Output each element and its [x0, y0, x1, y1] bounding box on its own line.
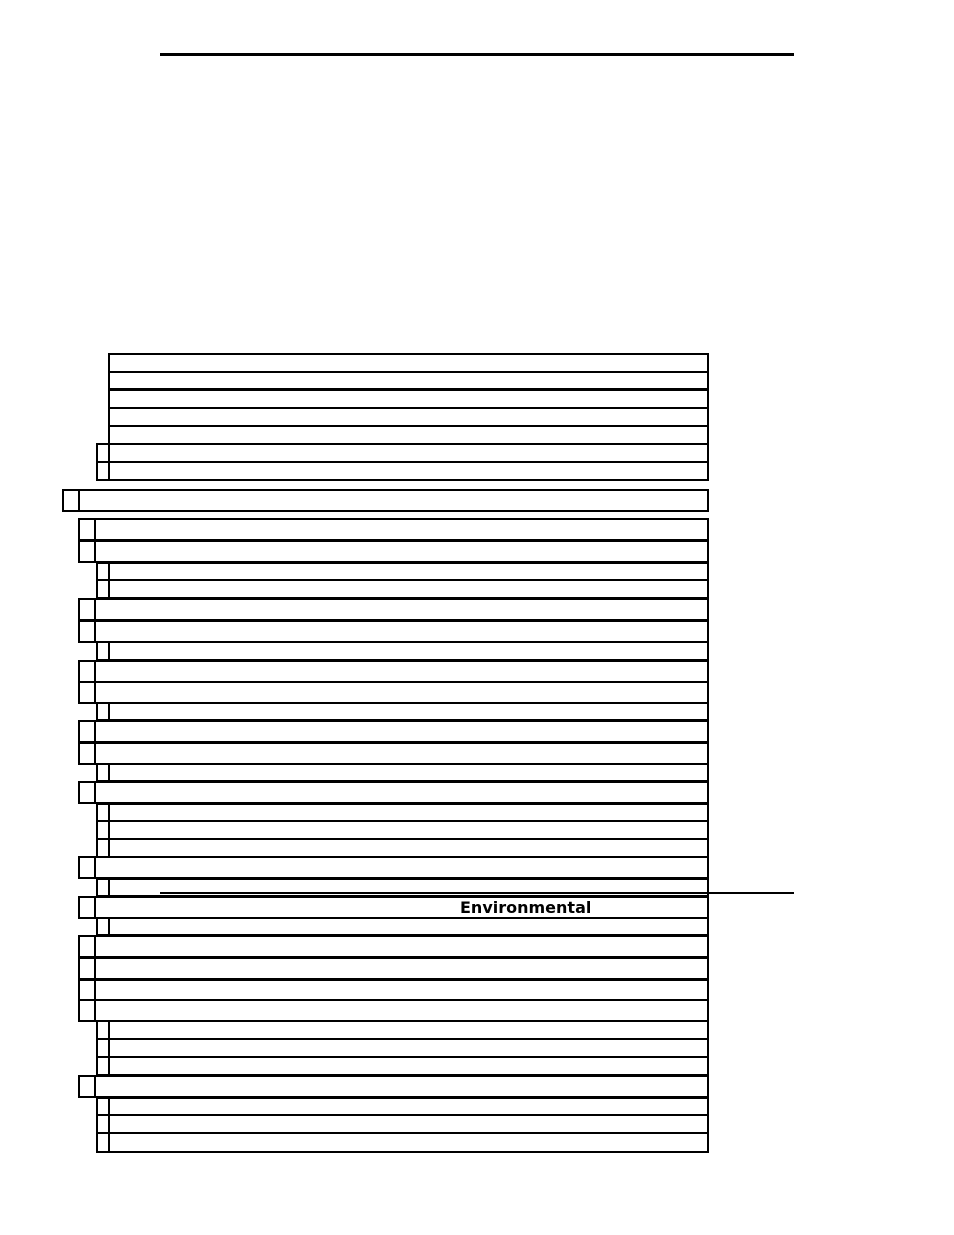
row-marker-cell — [80, 722, 96, 741]
form-row — [78, 660, 709, 683]
form-row — [78, 518, 709, 541]
row-marker-cell — [98, 1022, 110, 1038]
row-marker-cell — [80, 542, 96, 561]
row-marker-cell — [64, 491, 80, 510]
form-row — [108, 389, 709, 409]
form-row — [78, 620, 709, 643]
row-marker-cell — [98, 463, 110, 479]
row-marker-cell — [80, 744, 96, 763]
row-marker-cell — [98, 1040, 110, 1056]
form-row — [96, 1132, 709, 1153]
form-row — [108, 407, 709, 427]
form-row — [108, 425, 709, 445]
form-row — [96, 1038, 709, 1058]
row-marker-cell — [98, 1099, 110, 1115]
row-marker-cell — [80, 898, 96, 917]
form-row — [108, 353, 709, 373]
row-marker-cell — [98, 765, 110, 780]
row-marker-cell — [80, 959, 96, 978]
form-row — [78, 1075, 709, 1098]
form-row — [96, 1020, 709, 1040]
row-marker-cell — [80, 1001, 96, 1020]
row-marker-cell — [98, 445, 110, 461]
row-marker-cell — [98, 1134, 110, 1151]
row-marker-cell — [98, 564, 110, 579]
form-row — [96, 1056, 709, 1076]
form-row — [78, 742, 709, 765]
form-row — [96, 579, 709, 599]
form-row — [96, 763, 709, 782]
form-row — [96, 443, 709, 463]
form-row — [96, 702, 709, 721]
form-row — [78, 681, 709, 704]
form-row — [108, 371, 709, 390]
form-row — [78, 598, 709, 621]
footer-rule — [160, 892, 794, 894]
form-row — [96, 820, 709, 840]
row-marker-cell — [98, 919, 110, 934]
form-row — [78, 781, 709, 804]
form-row — [78, 540, 709, 563]
row-marker-cell — [80, 858, 96, 877]
form-row — [96, 641, 709, 661]
row-marker-cell — [80, 937, 96, 956]
row-marker-cell — [80, 600, 96, 619]
footer-section-label: Environmental — [460, 898, 592, 917]
form-row — [96, 1114, 709, 1134]
row-marker-cell — [80, 683, 96, 702]
row-marker-cell — [98, 704, 110, 719]
form-row — [62, 489, 709, 512]
form-row — [96, 838, 709, 858]
form-row — [78, 856, 709, 879]
row-marker-cell — [80, 981, 96, 1000]
row-marker-cell — [80, 783, 96, 802]
row-marker-cell — [98, 643, 110, 659]
row-marker-cell — [98, 1058, 110, 1074]
form-row — [96, 461, 709, 481]
row-marker-cell — [98, 581, 110, 597]
row-marker-cell — [80, 622, 96, 641]
form-row — [78, 896, 709, 919]
row-marker-cell — [80, 1077, 96, 1096]
form-row — [78, 999, 709, 1022]
form-row — [96, 878, 709, 897]
row-marker-cell — [98, 880, 110, 895]
form-row — [78, 957, 709, 980]
top-rule — [160, 53, 794, 56]
row-marker-cell — [98, 805, 110, 820]
form-row — [78, 720, 709, 743]
row-marker-cell — [98, 822, 110, 838]
row-marker-cell — [98, 840, 110, 856]
row-marker-cell — [80, 662, 96, 681]
row-marker-cell — [80, 520, 96, 539]
form-row — [96, 917, 709, 936]
row-marker-cell — [98, 1116, 110, 1132]
form-row — [78, 935, 709, 958]
